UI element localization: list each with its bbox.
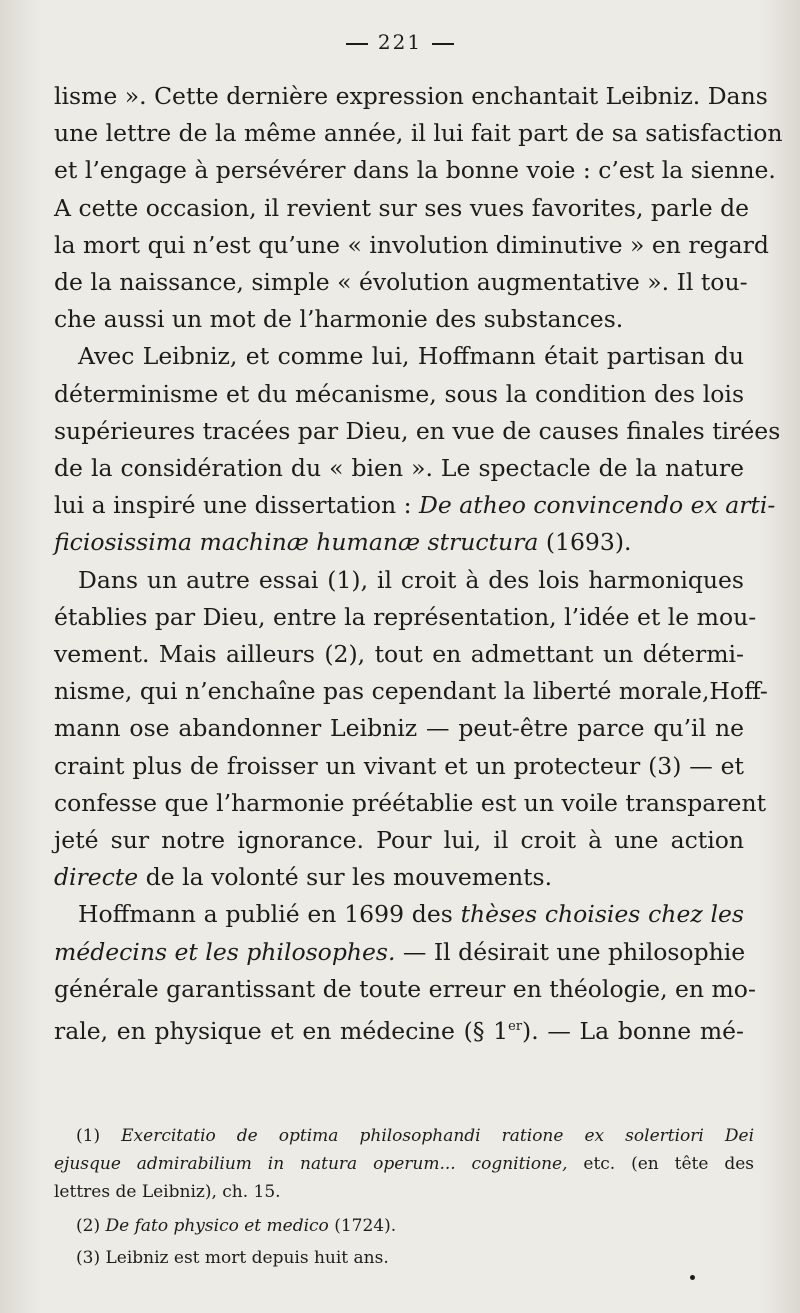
- italic-word: directe: [54, 863, 139, 892]
- italic-title: ficiosissima machinæ humanæ structura: [54, 528, 539, 557]
- text-run: ). — La bonne mé-: [522, 1016, 744, 1045]
- paragraph-1: [54, 78, 783, 338]
- footnote-1: [54, 1122, 754, 1150]
- text-line: vement. Mais ailleurs (2), tout en admettant un détermi-: [54, 640, 744, 669]
- text-line: mann ose abandonner Leibniz — peut-être parce qu’il ne: [54, 714, 744, 743]
- body-text: [54, 78, 783, 1050]
- text-line: [54, 934, 744, 971]
- text-line: de la considération du « bien ». Le spectacle de la nature: [54, 454, 744, 483]
- text-line: [54, 487, 776, 524]
- text-line: déterminisme et du mécanisme, sous la condition des lois: [54, 379, 744, 408]
- text-line: une lettre de la même année, il lui fait part de sa satisfaction: [54, 119, 783, 148]
- text-line: che aussi un mot de l’harmonie des substances.: [54, 305, 624, 334]
- page-header: [0, 30, 800, 54]
- footnote-1-end: lettres de Leibniz), ch. 15.: [54, 1182, 281, 1202]
- footnote-2: [54, 1212, 754, 1240]
- text-line: supérieures tracées par Dieu, en vue de causes finales tirées: [54, 416, 781, 445]
- header-dash-left: [346, 43, 368, 45]
- text-line: établies par Dieu, entre la représentation, l’idée et le mou-: [54, 602, 757, 631]
- paragraph-3: [54, 562, 768, 897]
- text-line: la mort qui n’est qu’une « involution diminutive » en regard: [54, 230, 769, 259]
- footnotes: [54, 1122, 754, 1272]
- text-line: Avec Leibniz, et comme lui, Hoffmann était partisan du: [78, 342, 744, 371]
- paragraph-4: [54, 896, 756, 1050]
- italic-title: De atheo convincendo ex arti-: [419, 491, 776, 520]
- text-line: [54, 1008, 744, 1050]
- footnote-title: ejusque admirabilium in natura operum... cognitione,: [54, 1154, 568, 1174]
- text-line: craint plus de froisser un vivant et un protecteur (3) — et: [54, 751, 744, 780]
- text-run: (1724).: [328, 1216, 397, 1236]
- ink-speck: [690, 1275, 695, 1280]
- text-run: lui a inspiré une dissertation :: [54, 491, 420, 520]
- text-run: rale, en physique et en médecine (§ 1: [54, 1016, 509, 1045]
- header-dash-right: [432, 43, 454, 45]
- text-line: jeté sur notre ignorance. Pour lui, il croit à une action: [54, 826, 744, 855]
- text-line: lisme ». Cette dernière expression enchantait Leibniz. Dans: [54, 82, 768, 110]
- page-number: 221: [377, 30, 423, 54]
- text-line: nisme, qui n’enchaîne pas cependant la liberté morale,Hoff-: [54, 677, 768, 706]
- text-line: [54, 896, 744, 933]
- text-line: générale garantissant de toute erreur en théologie, en mo-: [54, 974, 756, 1003]
- text-run: (1693).: [538, 528, 632, 557]
- text-line: [54, 524, 744, 561]
- italic-title: médecins et les philosophes.: [54, 937, 396, 966]
- text-run: Hoffmann a publié en 1699 des: [78, 900, 461, 929]
- text-line: Dans un autre essai (1), il croit à des lois harmoniques: [78, 565, 744, 594]
- text-line: de la naissance, simple « évolution augmentative ». Il tou-: [54, 268, 748, 297]
- text-run: de la volonté sur les mouvements.: [138, 863, 553, 892]
- text-run: etc. (en tête des: [567, 1154, 754, 1174]
- paragraph-2: [54, 338, 781, 561]
- text-line: et l’engage à persévérer dans la bonne voie : c’est la sienne.: [54, 156, 776, 185]
- footnote-number: (2): [76, 1216, 106, 1236]
- footnote-1-cont: [54, 1150, 754, 1178]
- text-line: [54, 859, 744, 896]
- italic-title: thèses choisies chez les: [460, 900, 744, 929]
- footnote-title: De fato physico et medico: [105, 1216, 329, 1236]
- superscript: er: [508, 1019, 523, 1035]
- footnote-3: (3) Leibniz est mort depuis huit ans.: [76, 1248, 389, 1268]
- footnote-number: (1): [76, 1126, 122, 1146]
- text-run: — Il désirait une philosophie: [395, 937, 746, 966]
- text-line: A cette occasion, il revient sur ses vues favorites, parle de: [54, 193, 750, 222]
- footnote-title: Exercitatio de optima philosophandi ratione ex solertiori Dei: [121, 1126, 755, 1146]
- text-line: confesse que l’harmonie préétablie est un voile transparent: [54, 788, 767, 817]
